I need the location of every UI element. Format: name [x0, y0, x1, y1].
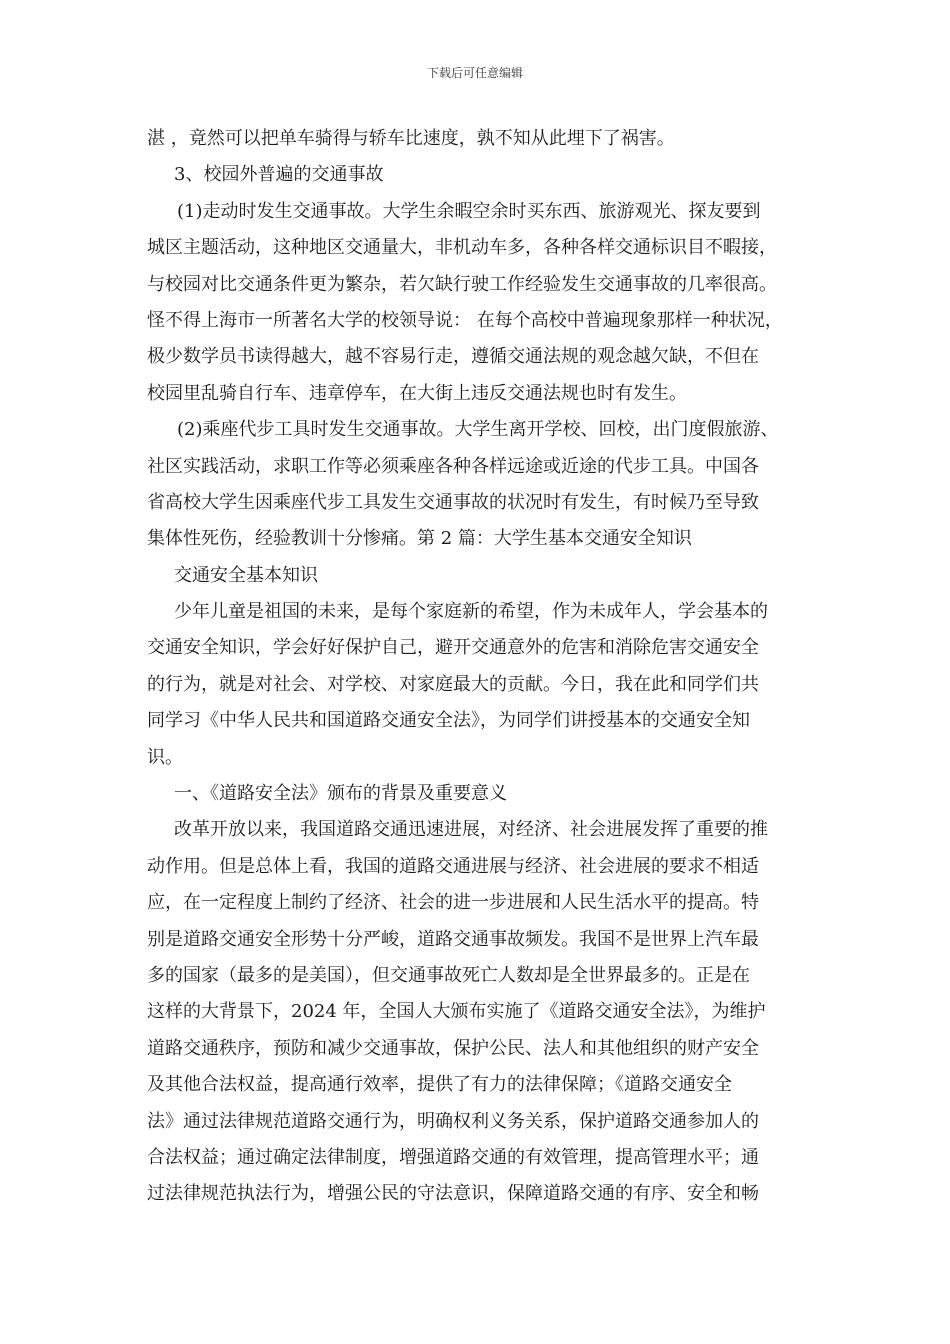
text-line: 合法权益；通过确定法律制度，增强道路交通的有效管理，提高管理水平；通	[147, 1146, 759, 1168]
text-line: 的行为，就是对社会、对学校、对家庭最大的贡献。今日，我在此和同学们共	[147, 673, 759, 695]
text-line: 法》通过法律规范道路交通行为，明确权利义务关系，保护道路交通参加人的	[147, 1110, 759, 1132]
text-line: 集体性死伤，经验教训十分惨痛。第 2 篇：大学生基本交通安全知识	[147, 528, 692, 550]
text-line: 多的国家（最多的是美国），但交通事故死亡人数却是全世界最多的。正是在	[147, 964, 750, 986]
text-line: 极少数学员书读得越大，越不容易行走，遵循交通法规的观念越欠缺，不但在	[147, 346, 759, 368]
section-heading: 一、《道路安全法》颁布的背景及重要意义	[174, 783, 507, 805]
section-heading: 交通安全基本知识	[174, 564, 318, 586]
text-line: 应，在一定程度上制约了经济、社会的进一步进展和人民生活水平的提高。特	[147, 892, 759, 914]
text-line: 校园里乱骑自行车、违章停车，在大街上违反交通法规也时有发生。	[147, 382, 687, 404]
text-line: (2)乘座代步工具时发生交通事故。大学生离开学校、回校，出门度假旅游、	[177, 419, 779, 441]
text-line: 过法律规范执法行为，增强公民的守法意识，保障道路交通的有序、安全和畅	[147, 1183, 759, 1205]
text-line: 同学习《中华人民共和国道路交通安全法》，为同学们讲授基本的交通安全知	[147, 710, 750, 732]
text-line: 改革开放以来，我国道路交通迅速进展，对经济、社会进展发挥了重要的推	[174, 819, 768, 841]
text-line: 动作用。但是总体上看，我国的道路交通进展与经济、社会进展的要求不相适	[147, 855, 759, 877]
text-line: 这样的大背景下，2024 年，全国人大颁布实施了《道路交通安全法》，为维护	[147, 1001, 766, 1023]
text-line: 少年儿童是祖国的未来，是每个家庭新的希望，作为未成年人，学会基本的	[174, 601, 768, 623]
text-line: 省高校大学生因乘座代步工具发生交通事故的状况时有发生，有时候乃至导致	[147, 491, 759, 513]
text-line: 怪不得上海市一所著名大学的校领导说： 在每个高校中普遍现象那样一种状况，	[147, 309, 783, 331]
text-line: 别是道路交通安全形势十分严峻，道路交通事故频发。我国不是世界上汽车最	[147, 928, 759, 950]
text-line: 识。	[147, 746, 183, 768]
text-line: 社区实践活动，求职工作等必须乘座各种各样远途或近途的代步工具。中国各	[147, 455, 759, 477]
text-line: (1)走动时发生交通事故。大学生余暇空余时买东西、旅游观光、探友要到	[177, 200, 761, 222]
page-header: 下载后可任意编辑	[426, 66, 523, 80]
document-body	[147, 121, 827, 1213]
text-line: 湛 ，竟然可以把单车骑得与轿车比速度，孰不知从此埋下了祸害。	[147, 128, 675, 149]
text-line: 城区主题活动，这种地区交通量大，非机动车多，各种各样交通标识目不暇接，	[147, 237, 777, 259]
text-line: 道路交通秩序，预防和减少交通事故，保护公民、法人和其他组织的财产安全	[147, 1037, 759, 1059]
text-line: 交通安全知识，学会好好保护自己，避开交通意外的危害和消除危害交通安全	[147, 637, 759, 659]
section-heading: 3、校园外普遍的交通事故	[174, 164, 384, 186]
text-line: 及其他合法权益，提高通行效率，提供了有力的法律保障；《道路交通安全	[147, 1074, 732, 1096]
text-line: 与校园对比交通条件更为繁杂，若欠缺行驶工作经验发生交通事故的几率很高。	[147, 273, 777, 295]
